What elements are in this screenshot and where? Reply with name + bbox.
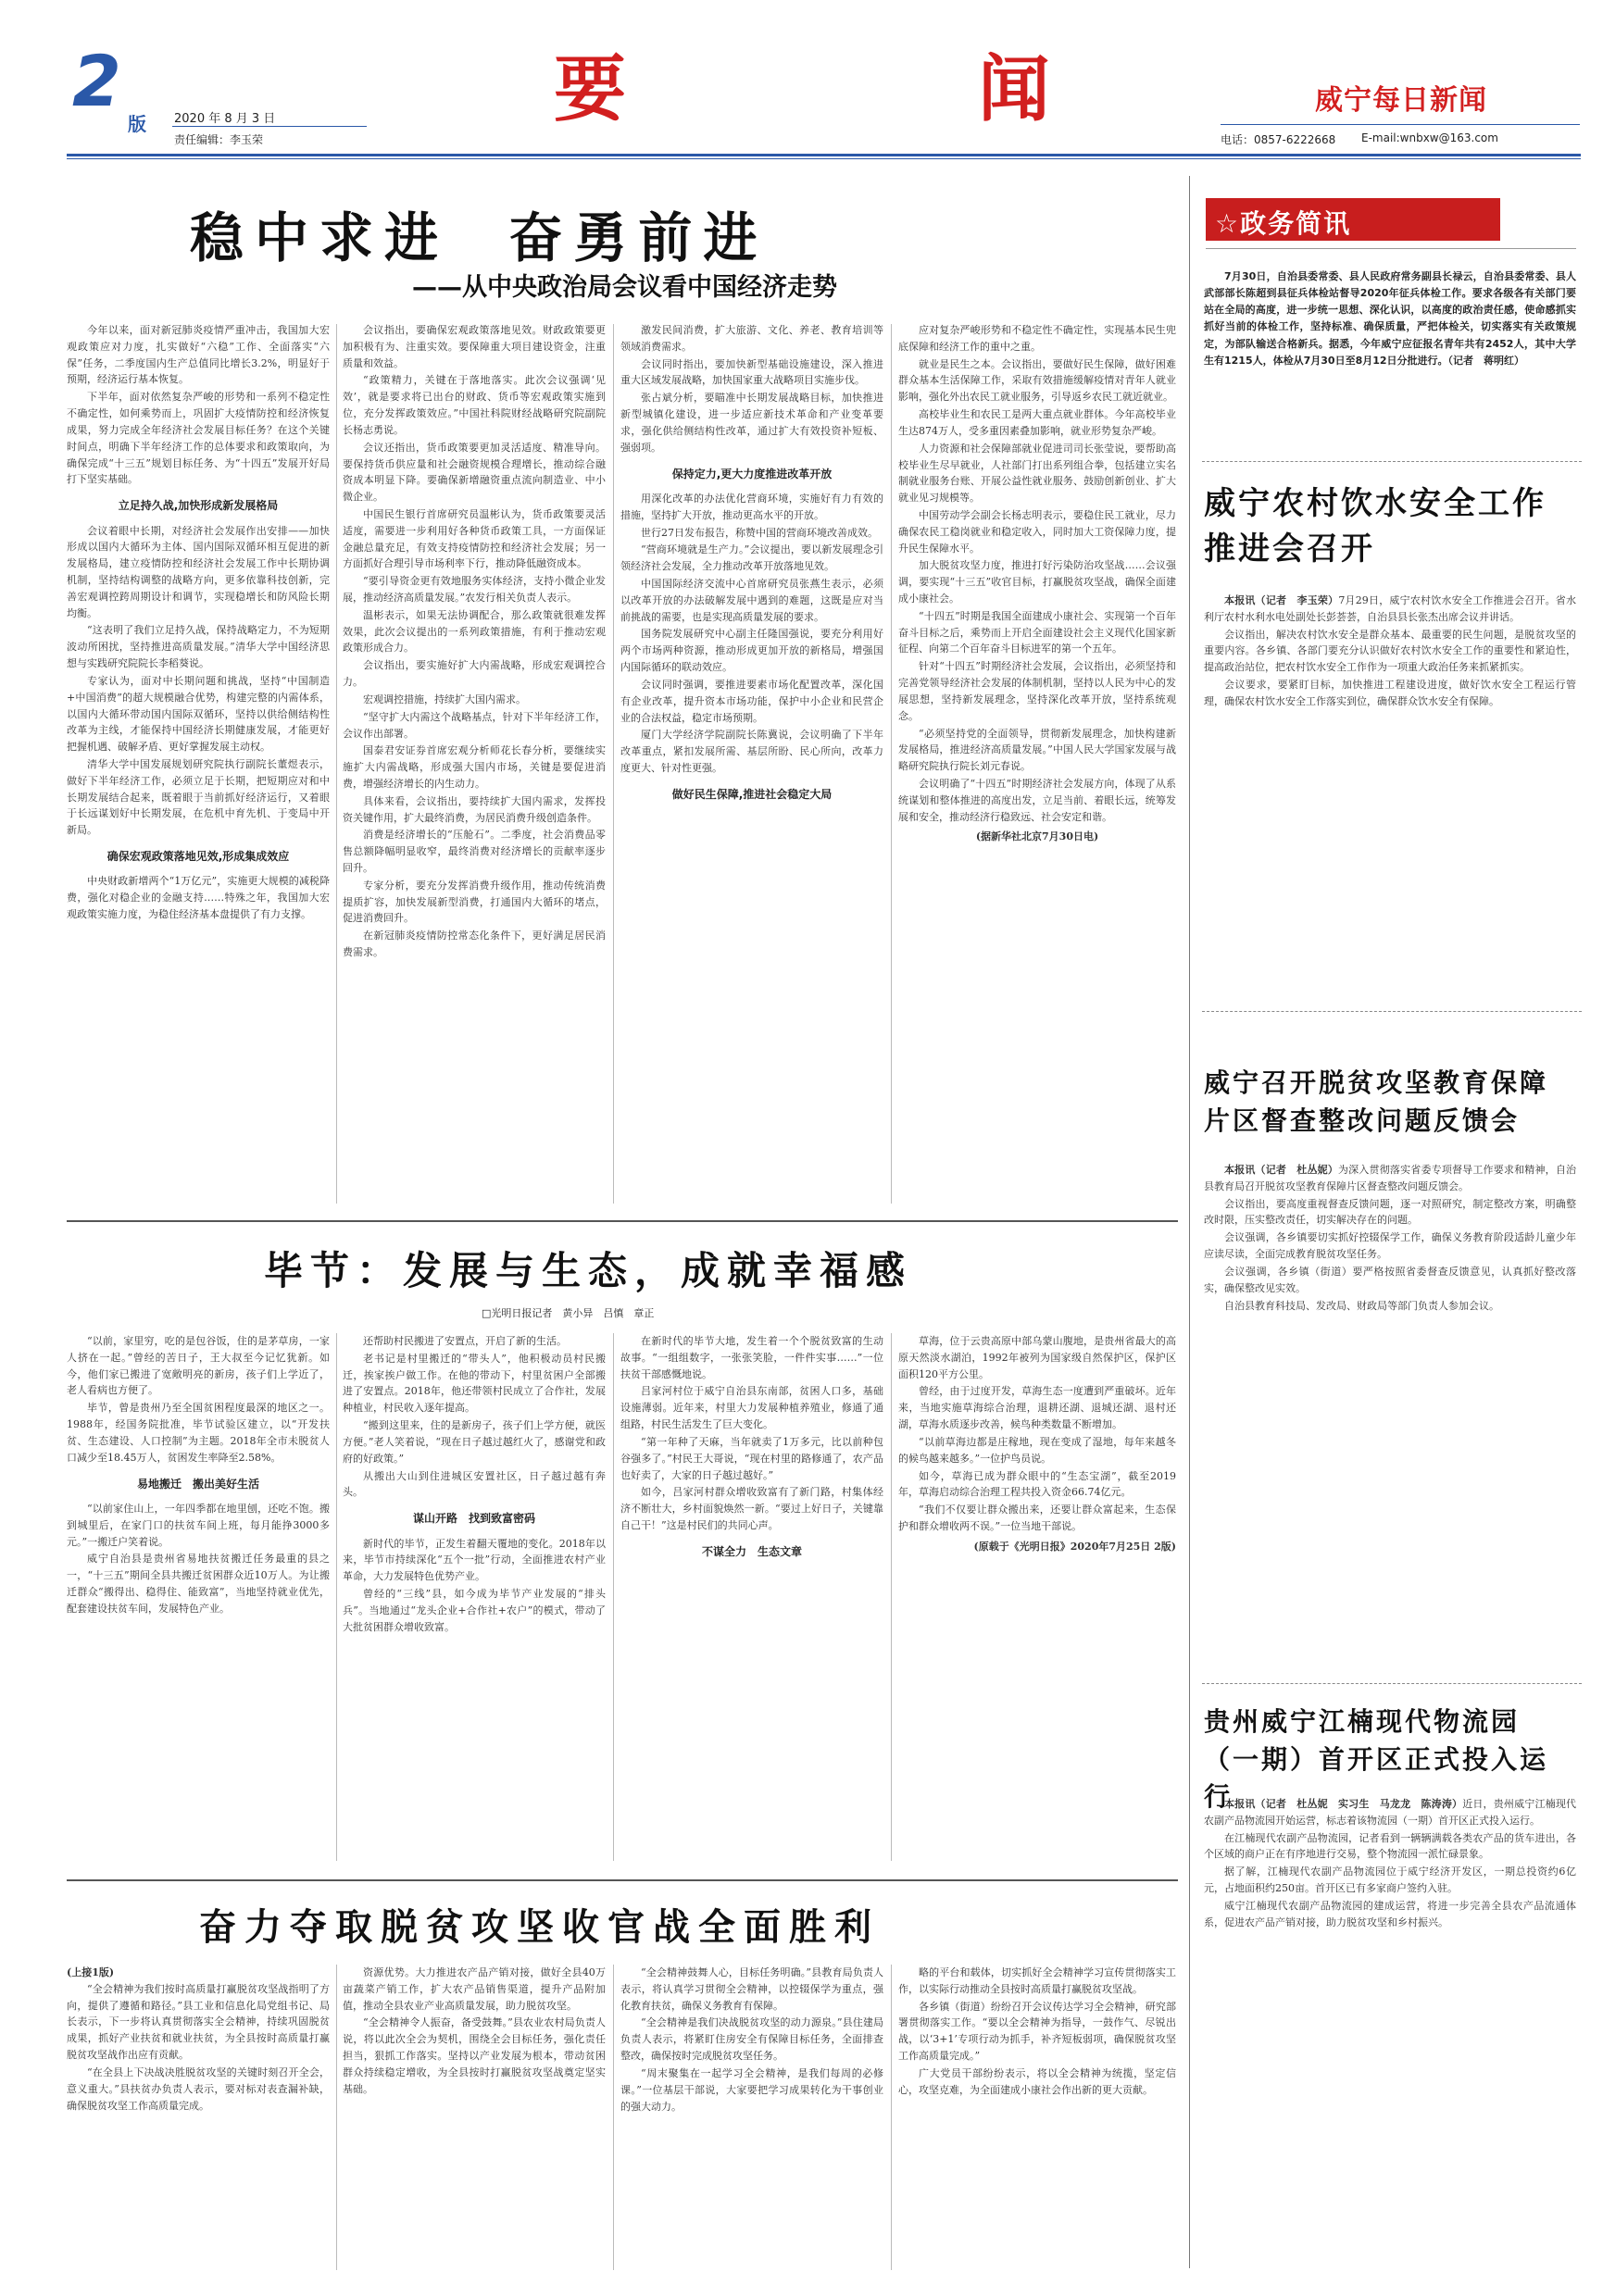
logistics-byline: 本报讯（记者 杜丛妮 实习生 马龙龙 陈涛涛）: [1224, 1798, 1463, 1810]
logistics-headline: 贵州威宁江楠现代物流园（一期）首开区正式投入运行: [1204, 1706, 1549, 1813]
fight-column-4: 略的平台和载体，切实抓好全会精神学习宣传贯彻落实工作，以实际行动推动全县按时高质量打赢脱贫攻坚战。 各乡镇（街道）纷纷召开会议传达学习全会精神，研究部署贯彻落实工作。“要以全会精神为指导，一鼓作气、尽锐出战，以‘3+1’专项行动为抓手，补齐短板弱项，确保脱贫攻坚工作高质量完成。” 广大党员干部纷纷表示，将以全会精神为统揽，坚定信心，攻坚克难，为全面建成小康社会作出新的更大贡献。: [898, 1966, 1176, 2096]
lead-column-3: 激发民间消费，扩大旅游、文化、养老、教育培训等领域消费需求。 会议同时指出，要加快新型基础设施建设，深入推进重大区域发展战略，加快国家重大战略项目实施步伐。 张占斌分析，要瞄准中长期发展战略目标，加快推进新型城镇化建设，进一步适应新技术革命和产业变革要求，强化供给侧结构性改革，通过扩大有效投资补短板、强弱项。 保持定力,更大力度推进改革开放 用深化改革的办法优化营商环境，实施好有力有效的措施，坚持扩大开放，推动更高水平的开放。 世行27日发布报告，称赞中国的营商环境改善成效。 “营商环境就是生产力。”会议提出，要以新发展理念引领经济社会发展，全力推动改革开放落地见效。 中国国际经济交流中心首席研究员张燕生表示，必须以改革开放的办法破解发展中遇到的难题，这既是应对当前挑战的需要，也是实现高质量发展的要求。 国务院发展研究中心副主任隆国强说，要充分利用好两个市场两种资源，推动形成更加开放的新格局，增强国内国际循环的联动效应。 会议同时强调，要推进要素市场化配置改革，深化国有企业改革，提升资本市场功能，保护中小企业和民营企业的合法权益，稳定市场预期。 厦门大学经济学院副院长陈冀说，会议明确了下半年改革重点，紧扣发展所需、基层所盼、民心所向，改革力度更大、针对性更强。 做好民生保障,推进社会稳定大局: [620, 322, 883, 1211]
brief-body: 7月30日，自治县委常委、县人民政府常务副县长禄云，自治县委常委、县人武部部长陈超到县征兵体检站督导2020年征兵体检工作。要求各级各有关部门要站在全局的高度，进一步统一思想、深化认识，以高度的政治责任感，使命感抓实抓好当前的体检工作，坚持标准、确保质量，严把体检关，切实落实有关政策规定，为部队输送合格新兵。据悉，今年威宁应征报名青年共有2452人，其中大学生有1215人，体检从7月30日至8月12日分批进行。（记者 蒋明红）: [1204, 270, 1576, 367]
water-body: 本报讯（记者 李玉荣）7月29日，威宁农村饮水安全工作推进会召开。省水利厅农村水利水电处副处长彭荟荟，自治县县长张杰出席会议并讲话。 会议指出，解决农村饮水安全是群众基本、最重要的民生问题，是脱贫攻坚的重要内容。各乡镇、各部门要充分认识做好农村饮水安全工作的重要性和紧迫性，提高政治站位，把农村饮水安全工作作为一项重大政治任务来抓紧抓实。 会议要求，要紧盯目标，加快推进工程建设进度，做好饮水安全工程运行管理，确保农村饮水安全工作落实到位，确保群众饮水安全有保障。: [1204, 594, 1576, 707]
issue-date: 2020 年 8 月 3 日: [174, 112, 276, 126]
water-byline: 本报讯（记者 李玉荣）: [1224, 594, 1339, 606]
fight-column-1: (上接1版) “全会精神为我们按时高质量打赢脱贫攻坚战指明了方向，提供了遵循和路径。”县工业和信息化局党组书记、局长表示，下一步将认真贯彻落实全会精神，持续巩固脱贫成果，抓好产业扶贫和就业扶贫，为全县按时高质量打赢脱贫攻坚战作出应有贡献。 “在全县上下决战决胜脱贫攻坚的关键时刻召开全会，意义重大。”县扶贫办负责人表示，要对标对表查漏补缺，确保脱贫攻坚工作高质量完成。: [67, 1966, 330, 2112]
fight-column-3: “全会精神鼓舞人心，目标任务明确。”县教育局负责人表示，将认真学习贯彻全会精神，以控辍保学为重点，强化教育扶贫，确保义务教育有保障。 “全会精神是我们决战脱贫攻坚的动力源泉。”县住建局负责人表示，将紧盯住房安全有保障目标任务，全面排查整改，确保按时完成脱贫攻坚任务。 “周末聚集在一起学习全会精神，是我们每周的必修课。”一位基层干部说，大家要把学习成果转化为干事创业的强大动力。: [620, 1966, 883, 2113]
bijie-column-2: 还帮助村民搬进了安置点，开启了新的生活。 老书记是村里搬迁的“带头人”，他积极动员村民搬迁，挨家挨户做工作。在他的带动下，村里贫困户全部搬进了安置点。2018年，他还带领村民成立了合作社，发展种植业，村民收入逐年提高。 “搬到这里来，住的是新房子，孩子们上学方便，就医方便。”老人笑着说，“现在日子越过越红火了，感谢党和政府的好政策。” 从搬出大山到住进城区安置社区，日子越过越有奔头。 谋山开路 找到致富密码 新时代的毕节，正发生着翻天覆地的变化。2018年以来，毕节市持续深化“五个一批”行动，全面推进农村产业革命，大力发展特色优势产业。 曾经的“三线”县，如今成为毕节产业发展的“排头兵”。当地通过“龙头企业+合作社+农户”的模式，带动了大批贫困群众增收致富。: [343, 1335, 606, 1633]
lead-subheadline: ——从中央政治局会议看中国经济走势: [412, 273, 837, 302]
edu-body: 本报讯（记者 杜丛妮）为深入贯彻落实省委专项督导工作要求和精神，自治县教育局召开脱贫攻坚教育保障片区督查整改问题反馈会。 会议指出，要高度重视督查反馈问题，逐一对照研究，制定整改方案，明确整改时限，压实整改责任，切实解决存在的问题。 会议强调，各乡镇要切实抓好控辍保学工作，确保义务教育阶段适龄儿童少年应读尽读，全面完成教育脱贫攻坚任务。 会议强调，各乡镇（街道）要严格按照省委督查反馈意见，认真抓好整改落实，确保整改见实效。 自治县教育科技局、发改局、财政局等部门负责人参加会议。: [1204, 1164, 1576, 1312]
fight-source-tag: (上接1版): [67, 1966, 115, 1978]
edu-headline: 威宁召开脱贫攻坚教育保障片区督查整改问题反馈会: [1204, 1067, 1549, 1136]
email: E-mail:wnbxw@163.com: [1361, 131, 1498, 144]
lead-subheading-1: 立足持久战,加快形成新发展格局: [118, 499, 279, 513]
bijie-byline: □光明日报记者 黄小异 吕慎 章正: [482, 1307, 655, 1319]
bijie-column-4: 草海，位于云贵高原中部乌蒙山腹地，是贵州省最大的高原天然淡水湖泊，1992年被列为国家级自然保护区，保护区面积120平方公里。 曾经，由于过度开发，草海生态一度遭到严重破坏。近年来，当地实施草海综合治理，退耕还湖、退城还湖、退村还湖，草海水质逐步改善，候鸟种类数量不断增加。 “以前草海边都是庄稼地，现在变成了湿地，每年来越冬的候鸟越来越多。”一位护鸟员说。 如今，草海已成为群众眼中的“生态宝湖”，截至2019年，草海启动综合治理工程共投入资金66.74亿元。 “我们不仅要让群众搬出来，还要让群众富起来，生态保护和群众增收两不误。”一位当地干部说。 (原载于《光明日报》2020年7月25日 2版): [898, 1333, 1176, 1861]
logistics-body: 本报讯（记者 杜丛妮 实习生 马龙龙 陈涛涛）近日，贵州威宁江楠现代农副产品物流园开始运营，标志着该物流园（一期）首开区正式投入运行。 在江楠现代农副产品物流园，记者看到一辆辆满载各类农产品的货车进出，各个区域的商户正在有序地进行交易，整个物流园一派忙碌景象。 据了解，江楠现代农副产品物流园位于威宁经济开发区，一期总投资约6亿元，占地面积约250亩。首开区已有多家商户签约入驻。 威宁江楠现代农副产品物流园的建成运营，将进一步完善全县农产品流通体系，促进农产品产销对接，助力脱贫攻坚和乡村振兴。: [1204, 1798, 1576, 1928]
lead-subheading-4: 做好民生保障,推进社会稳定大局: [671, 787, 833, 801]
page-number: 2: [72, 40, 121, 122]
water-headline: 威宁农村饮水安全工作推进会召开: [1204, 485, 1547, 568]
bijie-subheading-3: 不谋全力 生态文章: [701, 1544, 802, 1558]
lead-headline: 稳中求进 奋勇前进: [190, 206, 769, 269]
phone: 电话：0857-6222668: [1221, 133, 1336, 146]
section-title-char2: 闻: [978, 48, 1051, 131]
fight-headline: 奋力夺取脱贫攻坚收官战全面胜利: [199, 1906, 880, 1949]
bijie-subheading-1: 易地搬迁 搬出美好生活: [136, 1477, 259, 1491]
editor: 责任编辑：李玉荣: [174, 133, 264, 146]
lead-subheading-2: 确保宏观政策落地见效,形成集成效应: [106, 850, 290, 863]
lead-column-2: 会议指出，要确保宏观政策落地见效。财政政策要更加积极有为、注重实效。要保障重大项目建设资金，注重质量和效益。 “政策精力，关键在于落地落实。此次会议强调‘见效’，就是要求将已出台的财政、货币等宏观政策实施到位，充分发挥政策效应。”中国社科院财经战略研究院副院长杨志勇说。 会议还指出，货币政策要更加灵活适度、精准导向。要保持货币供应量和社会融资规模合理增长，推动综合融资成本明显下降。要确保新增融资重点流向制造业、中小微企业。 中国民生银行首席研究员温彬认为，货币政策要灵活适度，需要进一步利用好各种货币政策工具，一方面保证金融总量充足，有效支持疫情防控和经济社会发展；另一方面抓好合理引导市场利率下行，推动降低融资成本。 “要引导资金更有效地服务实体经济，支持小微企业发展，推动经济高质量发展。”农发行相关负责人表示。 温彬表示，如果无法协调配合，那么政策就很难发挥效果，此次会议提出的一系列政策措施，有利于推动宏观政策形成合力。 会议指出，要实施好扩大内需战略，形成宏观调控合力。 宏观调控措施，持续扩大国内需求。 “坚守扩大内需这个战略基点，针对下半年经济工作，会议作出部署。 国泰君安证券首席宏观分析师花长春分析，要继续实施扩大内需战略，形成强大国内市场，关键是要促进消费，增强经济增长的内生动力。 具体来看，会议指出，要持续扩大国内需求，发挥投资关键作用，扩大最终消费，为居民消费升级创造条件。 消费是经济增长的“压舱石”。二季度，社会消费品零售总额降幅明显收窄，最终消费对经济增长的贡献率逐步回升。 专家分析，要充分发挥消费升级作用，推动传统消费提质扩容，加快发展新型消费，打通国内大循环的堵点，促进消费回升。 在新冠肺炎疫情防控常态化条件下，更好满足居民消费需求。: [343, 324, 606, 959]
lead-column-4: 应对复杂严峻形势和不稳定性不确定性，实现基本民生兜底保障和经济工作的重中之重。 就业是民生之本。会议指出，要做好民生保障，做好困难群众基本生活保障工作，采取有效措施缓解疫情对青年人就业影响，强化外出农民工就业服务，引导返乡农民工就近就业。 高校毕业生和农民工是两大重点就业群体。今年高校毕业生达874万人，受多重因素叠加影响，就业形势复杂严峻。 人力资源和社会保障部就业促进司司长张莹说，要帮助高校毕业生尽早就业，人社部门打出系列组合拳，包括建立实名制就业服务台账、开展公益性就业服务、鼓励创新创业、扩大就业见习规模等。 中国劳动学会副会长杨志明表示，要稳住民工就业，尽力确保农民工稳岗就业和稳定收入，同时加大工资保障力度，提升民生保障水平。 加大脱贫攻坚力度，推进打好污染防治攻坚战……会议强调，要实现“十三五”收官目标，打赢脱贫攻坚战，确保全面建成小康社会。 “十四五”时期是我国全面建成小康社会、实现第一个百年奋斗目标之后，乘势而上开启全面建设社会主义现代化国家新征程、向第二个百年奋斗目标进军的第一个五年。 针对“十四五”时期经济社会发展，会议指出，必须坚持和完善党领导经济社会发展的体制机制，坚持以人民为中心的发展思想，坚持新发展理念，坚持深化改革开放，坚持系统观念。 “必须坚持党的全面领导，贯彻新发展理念，加快构建新发展格局，推进经济高质量发展。”中国人民大学国家发展与战略研究院执行院长刘元春说。 会议明确了“十四五”时期经济社会发展方向，体现了从系统谋划和整体推进的高度出发，立足当前、着眼长远，统筹发展和安全，推动经济行稳致远、社会安定和谐。 (据新华社北京7月30日电): [898, 322, 1176, 1211]
section-title-char1: 要: [554, 48, 627, 131]
edu-byline: 本报讯（记者 杜丛妮）: [1224, 1164, 1338, 1176]
lead-source: (据新华社北京7月30日电): [975, 830, 1099, 843]
bijie-subheading-2: 谋山开路 找到致富密码: [412, 1512, 535, 1526]
bijie-column-3: 在新时代的毕节大地，发生着一个个脱贫致富的生动故事。“一组组数字，一张张笑脸，一件件实事……”一位扶贫干部感慨地说。 吕家河村位于威宁自治县东南部，贫困人口多，基础设施薄弱。近年来，村里大力发展种植养殖业，修通了通组路，村民生活发生了巨大变化。 “第一年种了天麻，当年就卖了1万多元，比以前种包谷强多了。”村民王大哥说，“现在村里的路修通了，农产品也好卖了，大家的日子越过越好。” 如今，吕家河村群众增收致富有了新门路，村集体经济不断壮大，乡村面貌焕然一新。“要过上好日子，关键靠自己干！”这是村民们的共同心声。 不谋全力 生态文章: [620, 1333, 883, 1861]
bijie-source: (原载于《光明日报》2020年7月25日 2版): [973, 1540, 1176, 1553]
brief-header: ☆政务简讯: [1215, 208, 1352, 239]
lead-column-1: 今年以来，面对新冠肺炎疫情严重冲击，我国加大宏观政策应对力度，扎实做好“六稳”工作、全面落实“六保”任务，二季度国内生产总值同比增长3.2%，明显好于预期，经济运行基本恢复。 下半年，面对依然复杂严峻的形势和一系列不稳定性不确定性，如何乘势而上，巩固扩大疫情防控和经济恢复成果，努力完成全年经济社会发展目标任务？在这个关键时间点，明确下半年经济工作的总体要求和政策取向，为确保完成“十三五”规划目标任务、为“十四五”发展开好局打下坚实基础。 立足持久战,加快形成新发展格局 会议着眼中长期，对经济社会发展作出安排——加快形成以国内大循环为主体、国内国际双循环相互促进的新发展格局，建立疫情防控和经济社会发展工作中长期协调机制，坚持结构调整的战略方向，更多依靠科技创新，完善宏观调控跨周期设计和调节，实现稳增长和防风险长期均衡。 “这表明了我们立足持久战，保持战略定力，不为短期波动所困扰，坚持推进高质量发展。”清华大学中国经济思想与实践研究院院长李稻葵说。 专家认为，面对中长期问题和挑战，坚持“中国制造+中国消费”的超大规模融合优势，构建完整的内需体系，以国内大循环带动国内国际双循环，坚持以供给侧结构性改革为主线，才能保持中国经济长期健康发展，才能更好把握机遇、破解矛盾、更好掌握发展主动权。 清华大学中国发展规划研究院执行副院长董煜表示，做好下半年经济工作，必须立足于长期，把短期应对和中长期发展结合起来，既着眼于当前抓好经济运行，又着眼于长远谋划好中长期发展，在危机中育先机、于变局中开新局。 确保宏观政策落地见效,形成集成效应 中央财政新增两个“1万亿元”，实施更大规模的减税降费，强化对稳企业的金融支持……特殊之年，我国加大宏观政策实施力度，为稳住经济基本盘提供了有力支撑。: [67, 324, 330, 921]
fight-column-2: 资源优势。大力推进农产品产销对接，做好全县40万亩蔬菜产销工作，扩大农产品销售渠道，提升产品附加值，推动全县农业产业高质量发展，助力脱贫攻坚。 “全会精神令人振奋，备受鼓舞。”县农业农村局负责人说，将以此次全会为契机，围绕全会目标任务，强化责任担当，狠抓工作落实。坚持以产业发展为根本，带动贫困群众持续稳定增收，为全县按时打赢脱贫攻坚战奠定坚实基础。: [343, 1966, 606, 2095]
bijie-column-1: “以前，家里穷，吃的是包谷饭，住的是茅草房，一家人挤在一起。”曾经的苦日子，王大叔至今记忆犹新。如今，他们家已搬进了宽敞明亮的新房，孩子们上学近了，老人看病也方便了。 毕节，曾是贵州乃至全国贫困程度最深的地区之一。1988年，经国务院批准，毕节试验区建立，以“开发扶贫、生态建设、人口控制”为主题。2018年全市未脱贫人口减少至18.45万人，贫困发生率降至2.58%。 易地搬迁 搬出美好生活 “以前家住山上，一年四季都在地里刨，还吃不饱。搬到城里后，在家门口的扶贫车间上班，每月能挣3000多元。”一搬迁户笑着说。 威宁自治县是贵州省易地扶贫搬迁任务最重的县之一，“十三五”期间全县共搬迁贫困群众近10万人。为让搬迁群众“搬得出、稳得住、能致富”，当地坚持就业优先，配套建设扶贫车间，发展特色产业。: [67, 1335, 330, 1615]
page-unit: 版: [128, 113, 146, 135]
paper-name: 威宁每日新闻: [1315, 84, 1487, 117]
bijie-headline: 毕节：发展与生态，成就幸福感: [264, 1248, 913, 1293]
lead-subheading-3: 保持定力,更大力度推进改革开放: [671, 467, 833, 480]
